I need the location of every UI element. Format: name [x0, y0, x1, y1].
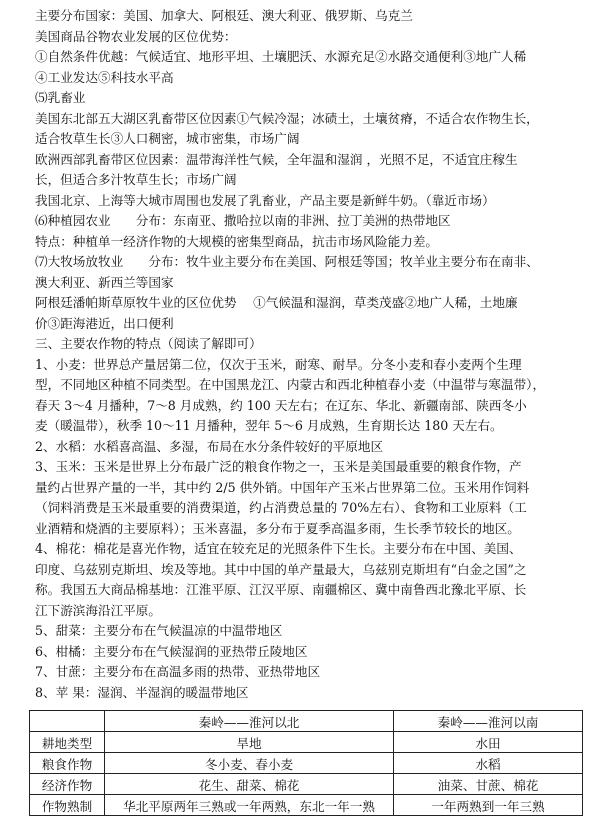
text-line: 5、甜菜：主要分布在气候温凉的中温带地区: [35, 623, 283, 638]
text-line: 春天 3～4 月播种，7～8 月成熟，约 100 天左右；在辽东、华北、新疆南部、陕西冬小: [35, 397, 527, 413]
text-line: 长，但适合多汁牧草生长；市场广阔: [35, 172, 237, 187]
text-line: 称。我国五大商品棉基地：江淮平原、江汉平原、南疆棉区、冀中南鲁西北豫北平原、长: [35, 582, 527, 597]
table-cell: 油菜、甘蔗、棉花: [394, 774, 583, 795]
text-line: 欧洲西部乳畜带区位因素：温带海洋性气候，全年温和湿润 ，光照不足，不适宜庄稼生: [35, 151, 518, 167]
text-line: 主要分布国家：美国、加拿大、阿根廷、澳大利亚、俄罗斯、乌克兰: [35, 8, 413, 23]
document-body: [35, 6, 575, 703]
table-cell: 水稻: [394, 753, 583, 774]
table-cell: 粮食作物: [30, 753, 105, 774]
text-line: 适合牧草生长③人口稠密，城市密集，市场广阔: [35, 131, 300, 146]
table-cell: 旱地: [105, 732, 394, 753]
table-row: [30, 795, 583, 816]
table-cell: 华北平原两年三熟或一年两熟，东北一年一熟: [105, 795, 394, 816]
table-cell: 花生、甜菜、棉花: [105, 774, 394, 795]
table-header-cell: [30, 711, 105, 732]
crop-comparison-table: [29, 710, 583, 816]
table-header-cell: 秦岭——淮河以南: [394, 711, 583, 732]
text-line: 美国东北部五大湖区乳畜带区位因素①气候冷湿；冰碛土，土壤贫瘠，不适合农作物生长，: [35, 110, 539, 126]
text-line: 3、玉米：玉米是世界上分布最广泛的粮食作物之一，玉米是美国最重要的粮食作物，产: [35, 459, 522, 474]
text-line: 8、苹 果：湿润、半湿润的暖温带地区: [35, 684, 249, 700]
text-line: 业酒精和烧酒的主要原料）；玉米喜温，多分布于夏季高温多雨，生长季节较长的地区。: [35, 520, 520, 536]
text-line: 价③距海港近，出口便利: [35, 315, 174, 331]
table-cell: 作物熟制: [30, 795, 105, 816]
text-line: 阿根廷潘帕斯草原牧牛业的区位优势 ①气候温和湿润，草类茂盛②地广人稀，土地廉: [35, 295, 518, 310]
table-row: [30, 774, 583, 795]
table-cell: 水田: [394, 732, 583, 753]
text-line: 麦（暖温带），秋季 10～11 月播种，翌年 5～6 月成熟，生育期长达 180 天左右。: [35, 418, 503, 433]
table-header-cell: 秦岭——淮河以北: [105, 711, 394, 732]
table-cell: 耕地类型: [30, 732, 105, 753]
text-line: ④工业发达⑤科技水平高: [35, 69, 174, 85]
text-line: 6、柑橘：主要分布在气候湿润的亚热带丘陵地区: [35, 643, 308, 659]
table-row: [30, 753, 583, 774]
text-line: 型，不同地区种植不同类型。在中国黑龙江、内蒙古和西北种植春小麦（中温带与寒温带），: [35, 377, 546, 392]
section-heading: ⑹种植园农业 分布：东南亚、撒哈拉以南的非洲、拉丁美洲的热带地区: [35, 213, 451, 228]
text-line: （饲料消费是玉米最重要的消费渠道，约占消费总量的 70%左右）、食物和工业原料（工: [35, 500, 527, 515]
text-line: 我国北京、上海等大城市周围也发展了乳畜业，产品主要是新鲜牛奶。（靠近市场）: [35, 192, 495, 208]
section-heading: ⑺大牧场放牧业 分布：牧牛业主要分布在美国、阿根廷等国；牧羊业主要分布在南非、: [35, 254, 539, 269]
text-line: 7、甘蔗：主要分布在高温多雨的热带、亚热带地区: [35, 664, 321, 679]
text-line: 特点：种植单一经济作物的大规模的密集型商品，抗击市场风险能力差。: [35, 233, 438, 249]
table-cell: 一年两熟到一年三熟: [394, 795, 583, 816]
text-line: 澳大利亚、新西兰等国家: [35, 274, 174, 290]
text-line: 印度、乌兹别克斯坦、埃及等地。其中中国的单产量最大，乌兹别克斯坦有“白金之国”之: [35, 561, 527, 577]
text-line: 量约占世界产量的一半，其中约 2/5 供外销。中国年产玉米占世界第二位。玉米用作饲料: [35, 479, 530, 495]
text-line: 2、水稻：水稻喜高温、多湿，布局在水分条件较好的平原地区: [35, 438, 384, 454]
text-line: 4、棉花：棉花是喜光作物，适宜在较充足的光照条件下生长。主要分布在中国、美国、: [35, 541, 522, 556]
section-heading: 三、主要农作物的特点（阅读了解即可）: [35, 336, 262, 351]
section-heading: ⑸乳畜业: [35, 90, 86, 105]
table-header-row: [30, 711, 583, 732]
text-line: 美国商品谷物农业发展的区位优势：: [35, 28, 237, 44]
table-cell: 经济作物: [30, 774, 105, 795]
text-line: ①自然条件优越：气候适宜、地形平坦、土壤肥沃、水源充足②水路交通便利③地广人稀: [35, 49, 527, 64]
table-row: [30, 732, 583, 753]
text-line: 江下游滨海沿江平原。: [35, 602, 161, 618]
text-line: 1、小麦：世界总产量居第二位，仅次于玉米，耐寒、耐旱。分冬小麦和春小麦两个生理: [35, 356, 522, 372]
table-cell: 冬小麦、春小麦: [105, 753, 394, 774]
